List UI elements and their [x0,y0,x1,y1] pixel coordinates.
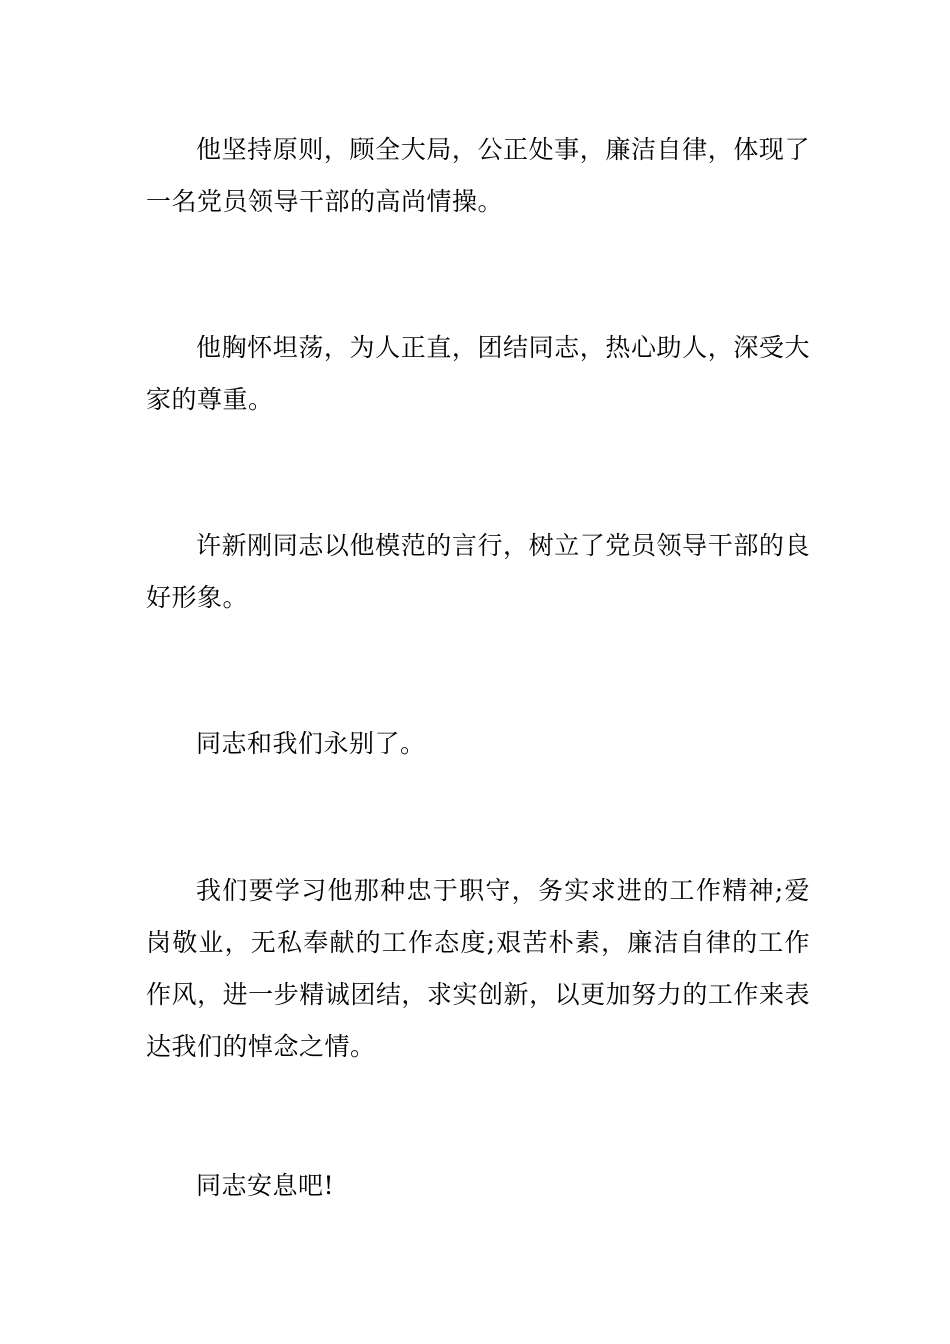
paragraph-character: 他胸怀坦荡，为人正直，团结同志，热心助人，深受大家的尊重。 [146,333,810,414]
paragraph-farewell: 同志和我们永别了。 [196,729,426,758]
paragraph-principles: 他坚持原则，顾全大局，公正处事，廉洁自律，体现了一名党员领导干部的高尚情操。 [146,135,810,216]
paragraph-learn: 我们要学习他那种忠于职守，务实求进的工作精神;爱岗敬业，无私奉献的工作态度;艰苦朴素，廉洁自律的工作作风，进一步精诚团结，求实创新，以更加努力的工作来表达我们的悼念之情。 [146,876,810,1061]
paragraph-rest: 同志安息吧! [196,1171,335,1200]
paragraph-image: 许新刚同志以他模范的言行，树立了党员领导干部的良好形象。 [146,531,810,612]
